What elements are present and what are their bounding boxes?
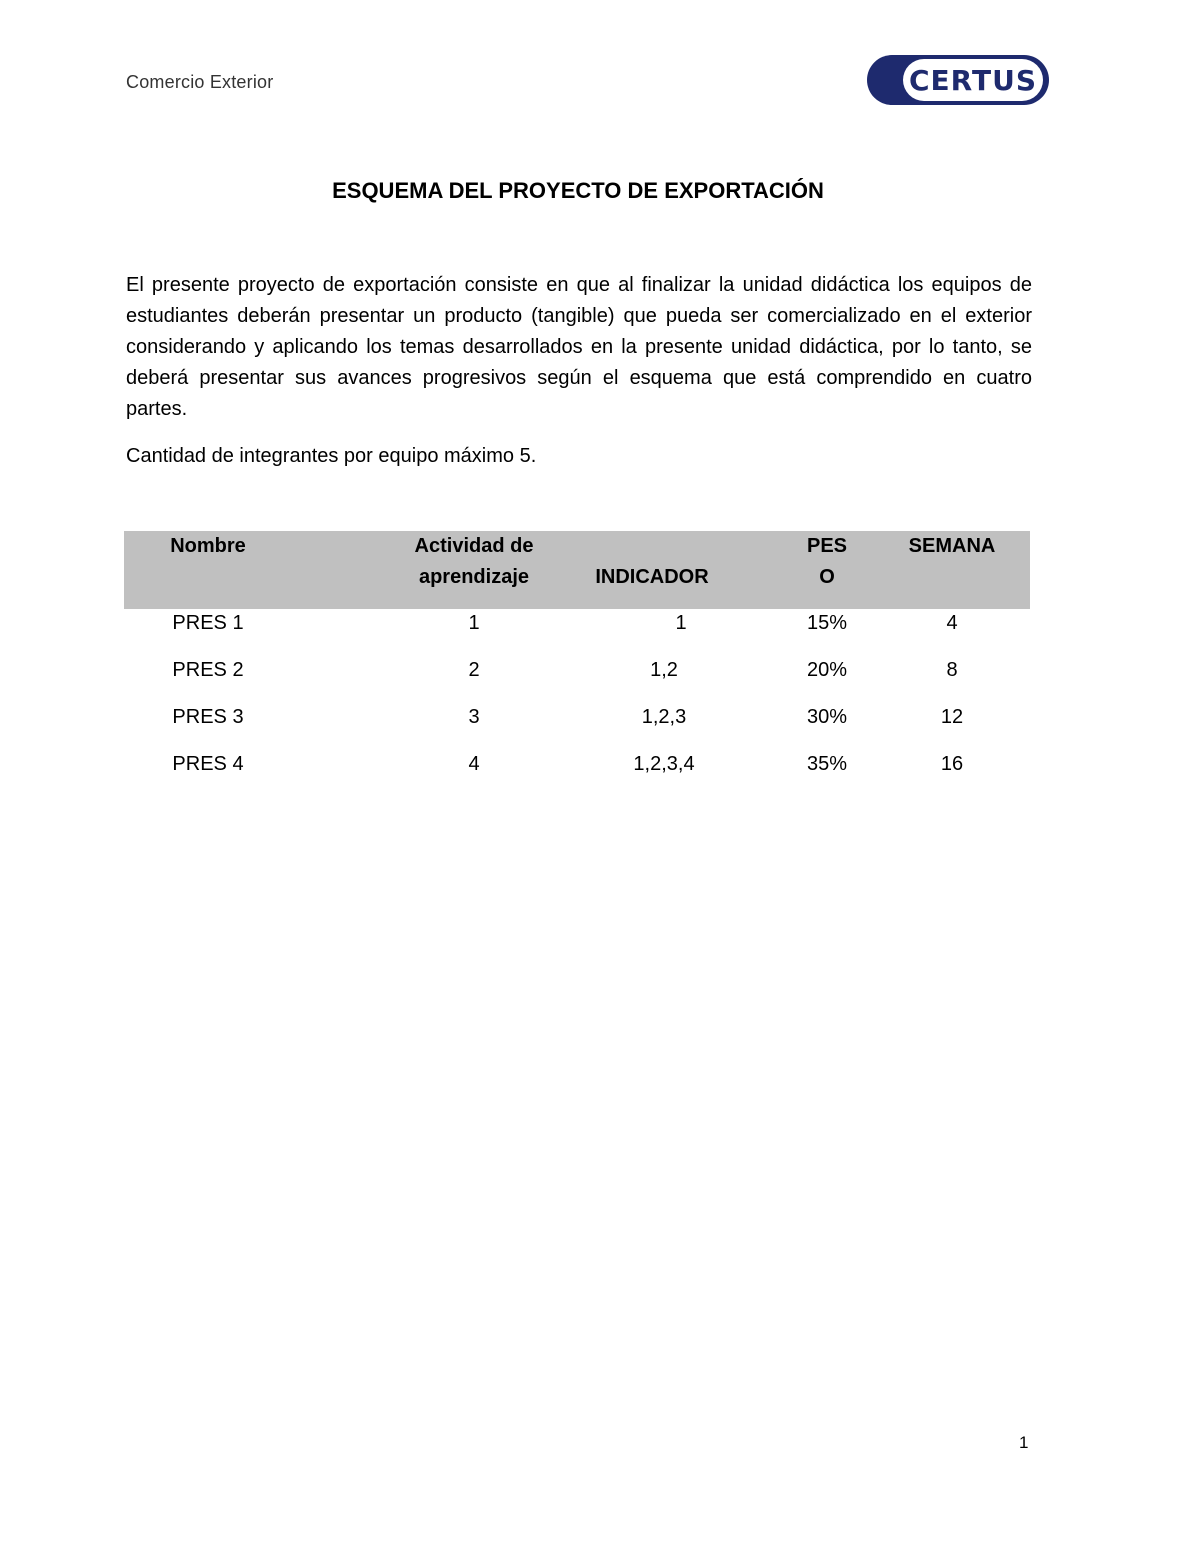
row-4-peso: 35% [806, 753, 848, 775]
row-1-actividad: 1 [468, 612, 480, 634]
intro-paragraph: El presente proyecto de exportación consiste en que al finalizar la unidad didáctica los equipos de estudiantes deberán presentar un producto (tangible) que pueda ser comercializado en el exterior considerando y aplicando los temas desarrollados en la presente unidad didáctica, por lo tanto, se deberá presentar sus avances progresivos según el esquema que está comprendido en cuatro partes. [126, 274, 1032, 420]
row-2-semana: 8 [946, 659, 958, 681]
row-2-peso: 20% [806, 659, 848, 681]
row-1-indicador: 1 [675, 612, 687, 634]
row-3-peso: 30% [806, 706, 848, 728]
row-4-indicador: 1,2,3,4 [633, 753, 695, 775]
header-peso-line1: PES [806, 535, 848, 557]
row-1-peso: 15% [806, 612, 848, 634]
row-2-nombre: PRES 2 [172, 659, 244, 681]
header-nombre: Nombre [170, 535, 246, 557]
document-title: ESQUEMA DEL PROYECTO DE EXPORTACIÓN [332, 178, 824, 203]
header-peso-line2: O [819, 566, 835, 588]
row-3-semana: 12 [940, 706, 964, 728]
row-1-semana: 4 [946, 612, 958, 634]
page-number: 1 [1019, 1433, 1029, 1452]
row-2-indicador: 1,2 [650, 659, 678, 681]
header-indicador: INDICADOR [595, 566, 709, 588]
header-semana: SEMANA [908, 535, 996, 557]
team-size-text: Cantidad de integrantes por equipo máximo 5. [126, 445, 537, 467]
row-4-nombre: PRES 4 [172, 753, 244, 775]
row-4-actividad: 4 [468, 753, 480, 775]
header-actividad-line2: aprendizaje [418, 566, 530, 588]
logo-text: CERTUS [909, 63, 1037, 97]
certus-logo [867, 55, 1049, 105]
row-1-nombre: PRES 1 [172, 612, 244, 634]
logo-inner [903, 59, 1043, 101]
header-course-name: Comercio Exterior [126, 72, 274, 92]
row-4-semana: 16 [940, 753, 964, 775]
row-2-actividad: 2 [468, 659, 480, 681]
row-3-indicador: 1,2,3 [641, 706, 687, 728]
header-actividad-line1: Actividad de [414, 535, 534, 557]
row-3-nombre: PRES 3 [172, 706, 244, 728]
row-3-actividad: 3 [468, 706, 480, 728]
